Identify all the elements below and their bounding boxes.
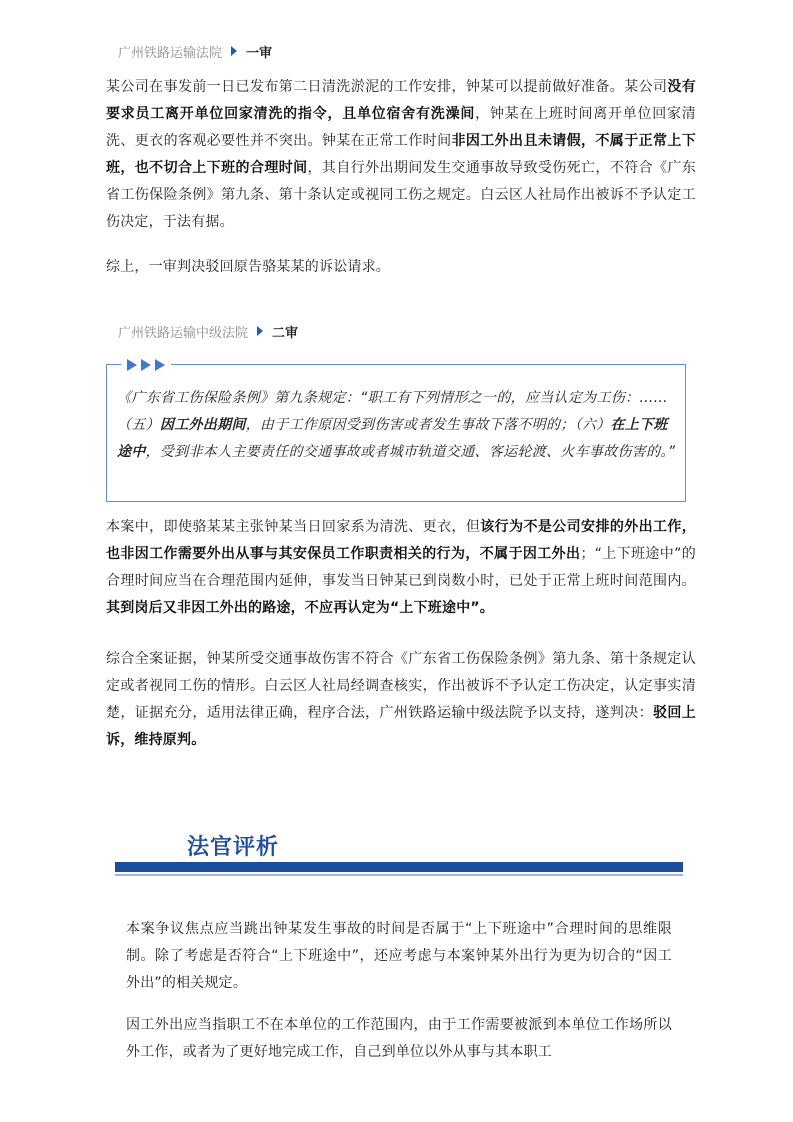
text-run: 《广东省工伤保险条例》第九条规定：“职工有下列情形之一的，应当认定为工伤：……（五） — [117, 390, 668, 433]
court-name: 广州铁路运输法院 — [118, 45, 223, 61]
instance-level: 二审 — [272, 325, 299, 341]
court-name: 广州铁路运输中级法院 — [118, 325, 249, 341]
bold-run: 非因工外出且未请假，不属于正常上下班，也不切合上下班的合理时间 — [106, 133, 696, 176]
text-run: 综合全案证据，钟某所受交通事故伤害不符合《广东省工伤保险条例》第九条、第十条规定认定或者视同工伤的情形。白云区人社局经调查核实，作出被诉不予认定工伤决定，认定事实清楚，证据充分，适用法律正确，程序合法，广州铁路运输中级法院予以支持，遂判决： — [106, 651, 696, 721]
triangle-icon — [155, 359, 165, 371]
caret-right-icon — [257, 326, 263, 336]
bold-run: 在上下班途中 — [117, 417, 668, 460]
law-quote-text — [117, 385, 677, 466]
text-run: ，由于工作原因受到伤害或者发生事故下落不明的；（六） — [245, 417, 611, 433]
text-run: 某公司在事发前一日已发布第二日清洗淤泥的工作安排，钟某可以提前做好准备。某公司 — [106, 79, 668, 95]
commentary-paragraph-2: 因工外出应当指职工不在本单位的工作范围内，由于工作需要被派到本单位工作场所以外工作，或者为了更好地完成工作，自己到单位以外从事与其本职工 — [126, 1017, 672, 1060]
second-instance-paragraph — [106, 514, 696, 622]
court-label-second — [118, 322, 298, 340]
first-instance-conclusion: 综上，一审判决驳回原告骆某某的诉讼请求。 — [106, 259, 390, 275]
bold-run: 因工外出期间 — [159, 417, 246, 433]
bold-run: 该行为不是公司安排的外出工作，也非因工作需要外出从事与其安保员工作职责相关的行为，不属于因工外出 — [106, 519, 697, 562]
text-run: ；“上下班途中”的合理时间应当在合理范围内延伸，事发当日钟某已到岗数小时，已处于正常上班时间范围内。 — [106, 546, 696, 589]
triangle-icon — [127, 359, 137, 371]
text-run: ，其自行外出期间发生交通事故导致受伤死亡，不符合《广东省工伤保险条例》第九条、第十条认定或视同工伤之规定。白云区人社局作出被诉不予认定工伤决定，于法有据。 — [106, 160, 696, 230]
caret-right-icon — [231, 46, 237, 56]
text-run: ，钟某在上班时间离开单位回家清洗、更衣的客观必要性并不突出。钟某在正常工作时间 — [106, 106, 697, 149]
triangle-icon — [141, 359, 151, 371]
quote-tag — [121, 356, 171, 374]
section-title-bar — [115, 862, 683, 872]
text-run: 本案中，即使骆某某主张钟某当日回家系为清洗、更衣，但 — [106, 519, 481, 535]
bold-run: 驳回上诉，维持原判。 — [106, 705, 696, 748]
section-title: 法官评析 — [187, 835, 280, 860]
second-instance-conclusion — [106, 646, 696, 754]
first-instance-paragraph — [106, 74, 696, 236]
court-label-first — [118, 42, 272, 60]
commentary-paragraph-1: 本案争议焦点应当跳出钟某发生事故的时间是否属于“上下班途中”合理时间的思维限制。除了考虑是否符合“上下班途中”，还应考虑与本案钟某外出行为更为切合的“因工外出”的相关规定。 — [126, 921, 672, 991]
bold-run: 没有要求员工离开单位回家清洗的指令，且单位宿舍有洗澡间 — [106, 79, 696, 122]
instance-level: 一审 — [246, 45, 273, 61]
law-quote-box — [106, 364, 686, 502]
bold-run: 其到岗后又非因工外出的路途，不应再认定为“上下班途中”。 — [106, 600, 495, 616]
text-run: ，受到非本人主要责任的交通事故或者城市轨道交通、客运轮渡、火车事故伤害的。” — [145, 444, 676, 460]
